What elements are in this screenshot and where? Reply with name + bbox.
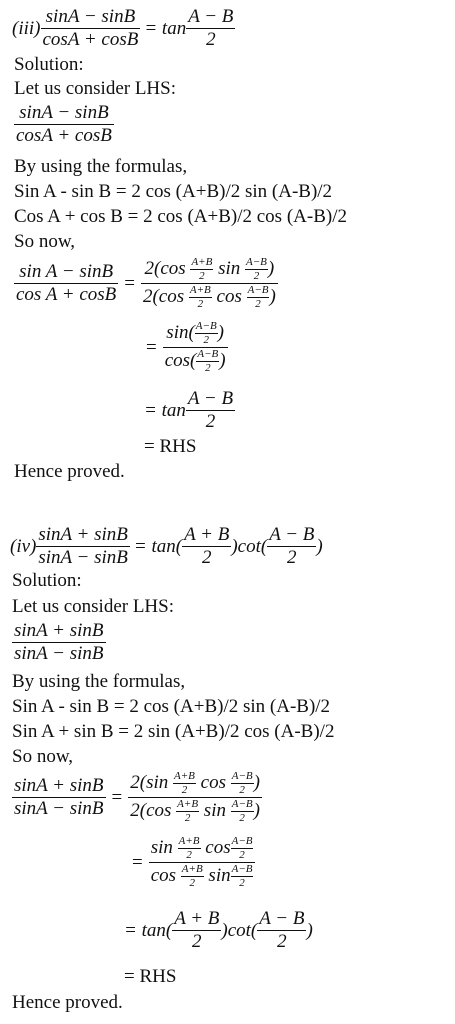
step-3: = tan( $\frac{A + B}{2}$ )cot( $\frac{A - B}{2}$ ) bbox=[124, 908, 313, 952]
formulas-intro: By using the formulas, bbox=[12, 671, 186, 692]
part-label: (iv) bbox=[10, 535, 37, 557]
step-3: = tan $\frac{A - B}{2}$ bbox=[144, 388, 234, 432]
question-rhs-fn: = tan bbox=[144, 17, 187, 39]
question-iii bbox=[12, 6, 235, 51]
formula-2: Sin A + sin B = 2 sin (A+B)/2 cos (A-B)/2 bbox=[12, 721, 335, 742]
consider-lhs: Let us consider LHS: bbox=[12, 596, 175, 617]
hence-proved: Hence proved. bbox=[12, 992, 123, 1013]
consider-lhs: Let us consider LHS: bbox=[14, 78, 177, 99]
lhs-fraction: $\frac{\sin A + \sin B}{\sin A - \sin B}$ bbox=[14, 620, 104, 664]
hence-proved: Hence proved. bbox=[14, 461, 125, 482]
formula-1: Sin A - sin B = 2 cos (A+B)/2 sin (A-B)/2 bbox=[14, 181, 333, 202]
formula-2: Cos A + cos B = 2 cos (A+B)/2 cos (A-B)/2 bbox=[14, 206, 347, 227]
part-label: (iii) bbox=[12, 17, 41, 39]
step-2: = sin $\frac{A+B}{2}$ cos $\frac{A-B}{2}$ cos $\frac{A+B}{2}$ sin $\frac{A-B}{2}$ bbox=[126, 835, 255, 890]
step-2: = sin( $\frac{A-B}{2}$ ) cos( $\frac{A-B}{2}$ ) bbox=[146, 320, 226, 374]
solution-heading: Solution: bbox=[12, 570, 82, 591]
step-1: $\frac{\sin A + \sin B}{\sin A - \sin B}$ = 2(sin $\frac{A+B}{2}$ cos $\frac{A-B}{2}$ ) 2(cos $\frac{A+B}{2}$ sin $\frac{A-B}{2}$ ) bbox=[14, 770, 260, 824]
question-fraction: $\frac{\sin A - \sin B}{\cos A + \cos B}$ bbox=[42, 6, 139, 50]
so-now: So now, bbox=[14, 231, 76, 252]
question-rhs-fraction: $\frac{A - B}{2}$ bbox=[188, 6, 234, 50]
formulas-intro: By using the formulas, bbox=[14, 156, 188, 177]
rhs-result: = RHS bbox=[124, 966, 177, 987]
question-iv: (iv) $\frac{\sin A + \sin B}{\sin A - \sin B}$ = tan( $\frac{A + B}{2}$ )cot( $\frac{A - B}{2}$ ) bbox=[10, 524, 323, 568]
so-now: So now, bbox=[12, 746, 74, 767]
rhs-result: = RHS bbox=[144, 436, 197, 457]
lhs-fraction: $\frac{\sin A - \sin B}{\cos A + \cos B}$ bbox=[16, 102, 112, 146]
solution-heading: Solution: bbox=[14, 54, 84, 75]
formula-1: Sin A - sin B = 2 cos (A+B)/2 sin (A-B)/2 bbox=[12, 696, 331, 717]
step-1: $\frac{\text{sin A − sinB}}{\text{cos A + cosB}}$ = 2(cos $\frac{A+B}{2}$ sin $\frac{A-B}{2}$ ) 2(cos $\frac{A+B}{2}$ cos $\frac{A-B}{2}$ ) bbox=[16, 256, 276, 310]
